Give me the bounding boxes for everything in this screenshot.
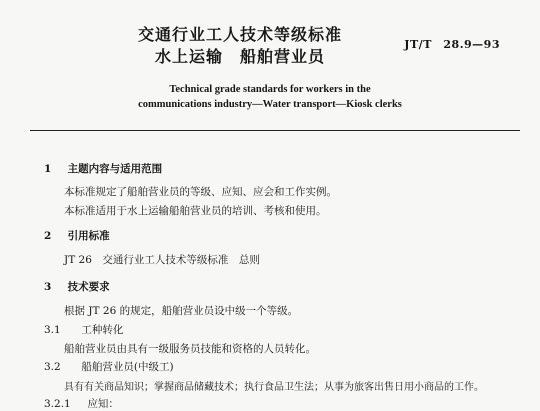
section-number: 3.1 (44, 324, 61, 336)
title-english-line2: communications industry—Water transport—Kiosk clerks (138, 99, 402, 110)
section-number: 3 (44, 281, 52, 293)
paragraph: JT 26 交通行业工人技术等级标准 总则 (64, 254, 260, 266)
title-chinese-line1: 交通行业工人技术等级标准 (137, 25, 342, 44)
header-divider (30, 130, 520, 131)
section-number: 1 (44, 163, 52, 175)
section-number: 3.2.1 (44, 398, 71, 410)
paragraph: 具有有关商品知识；掌握商品储藏技术；执行食品卫生法；从事为旅客出售日用小商品的工作。 (64, 382, 484, 393)
section-number: 3.2 (44, 361, 61, 373)
subsection-3-2-heading (44, 359, 174, 374)
section-title: 引用标准 (67, 230, 110, 242)
section-title: 工种转化 (81, 324, 124, 336)
standard-code: JT/T 28.9—93 (404, 38, 500, 51)
subsection-3-2-1-heading (44, 396, 119, 411)
section-2-heading (44, 228, 110, 243)
paragraph: 船舶营业员由具有一级服务员技能和资格的人员转化。 (64, 343, 316, 355)
section-3-heading (44, 279, 110, 294)
section-title: 主题内容与适用范围 (67, 163, 163, 175)
title-chinese-line2: 水上运输 船舶营业员 (154, 47, 325, 66)
section-1-heading (44, 161, 162, 176)
paragraph: 根据 JT 26 的规定，船舶营业员设中级一个等级。 (64, 305, 299, 317)
section-number: 2 (44, 230, 52, 242)
title-english-line1: Technical grade standards for workers in the (169, 84, 371, 95)
section-title: 技术要求 (67, 281, 110, 293)
paragraph: 本标准适用于水上运输船舶营业员的培训、考核和使用。 (64, 205, 327, 217)
subsection-3-1-heading (44, 322, 123, 337)
paragraph: 本标准规定了船舶营业员的等级、应知、应会和工作实例。 (64, 186, 337, 198)
section-title: 应知： (87, 398, 119, 410)
section-title: 船舶营业员(中级工) (81, 361, 174, 373)
